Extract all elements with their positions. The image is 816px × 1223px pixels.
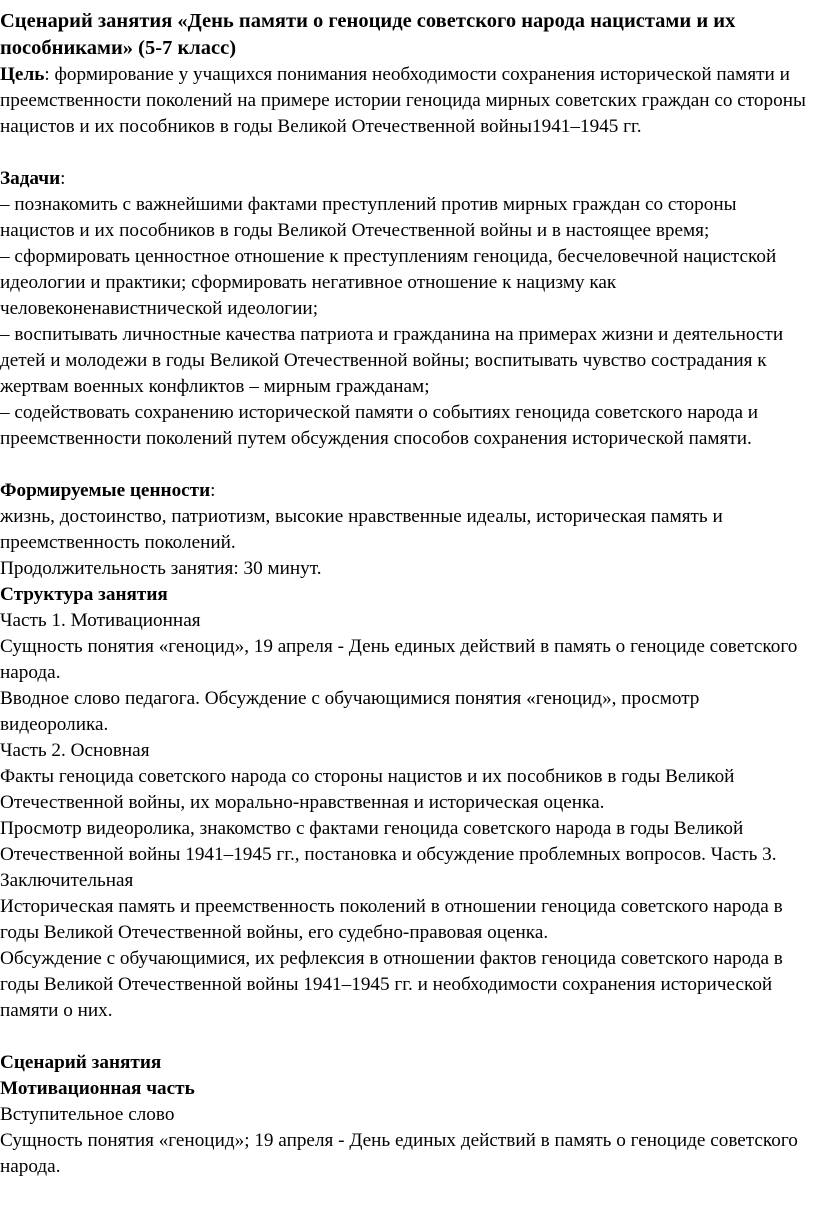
- spacer: [0, 140, 812, 166]
- structure-line: Просмотр видеоролика, знакомство с фактами геноцида советского народа в годы Великой Отечественной войны 1941–1945 гг., постановка и обсуждение проблемных вопросов. Часть 3. Заключительная: [0, 818, 777, 891]
- task-item: – сформировать ценностное отношение к преступлениям геноцида, бесчеловечной нацистской идеологии и практики; сформировать негативное отношение к нацизму как человеконенавистнической идеологии;: [0, 246, 777, 319]
- values-label: Формируемые ценности: [0, 480, 211, 501]
- structure-line: Обсуждение с обучающимися, их рефлексия в отношении фактов геноцида советского народа в годы Великой Отечественной войны 1941–1945 гг. и необходимости сохранения исторической памяти о них.: [0, 948, 783, 1021]
- structure-line: Сущность понятия «геноцид», 19 апреля - День единых действий в память о геноциде советского народа.: [0, 636, 798, 683]
- scenario-line: Сущность понятия «геноцид»; 19 апреля - День единых действий в память о геноциде советского народа.: [0, 1130, 798, 1177]
- structure-line: Историческая память и преемственность поколений в отношении геноцида советского народа в годы Великой Отечественной войны, его судебно-правовая оценка.: [0, 896, 783, 943]
- task-item: – воспитывать личностные качества патриота и гражданина на примерах жизни и деятельности детей и молодежи в годы Великой Отечественной войны; воспитывать чувство сострадания к жертвам военных конфликтов – мирным гражданам;: [0, 324, 784, 397]
- goal-paragraph: [0, 62, 812, 140]
- tasks-colon: :: [60, 168, 66, 189]
- structure-heading: Структура занятия: [0, 584, 168, 605]
- task-item: – познакомить с важнейшими фактами преступлений против мирных граждан со стороны нацистов и их пособников в годы Великой Отечественной войны и в настоящее время;: [0, 194, 737, 241]
- document-title: Сценарий занятия «День памяти о геноциде советского народа нацистами и их пособниками» (5-7 класс): [0, 10, 736, 59]
- values-heading: [0, 478, 812, 504]
- document-page: [0, 8, 812, 1180]
- task-item: – содействовать сохранению исторической памяти о событиях геноцида советского народа и преемственности поколений путем обсуждения способов сохранения исторической памяти.: [0, 402, 759, 449]
- duration-text: Продолжительность занятия: 30 минут.: [0, 558, 322, 579]
- spacer: [0, 1024, 812, 1050]
- structure-line: Часть 2. Основная: [0, 740, 150, 761]
- goal-text: : формирование у учащихся понимания необходимости сохранения исторической памяти и преемственности поколений на примере истории геноцида мирных советских граждан со стороны нацистов и их пособников в годы Великой Отечественной войны1941–1945 гг.: [0, 64, 806, 137]
- values-colon: :: [210, 480, 216, 501]
- scenario-heading: Сценарий занятия: [0, 1052, 162, 1073]
- scenario-subheading: Мотивационная часть: [0, 1078, 195, 1099]
- spacer: [0, 452, 812, 478]
- structure-line: Факты геноцида советского народа со стороны нацистов и их пособников в годы Великой Отечественной войны, их морально-нравственная и историческая оценка.: [0, 766, 735, 813]
- tasks-heading: [0, 166, 812, 192]
- values-text: жизнь, достоинство, патриотизм, высокие нравственные идеалы, историческая память и преемственность поколений.: [0, 506, 723, 553]
- scenario-line: Вступительное слово: [0, 1104, 175, 1125]
- structure-line: Вводное слово педагога. Обсуждение с обучающимися понятия «геноцид», просмотр видеоролика.: [0, 688, 700, 735]
- tasks-label: Задачи: [0, 168, 61, 189]
- goal-label: Цель: [0, 64, 45, 85]
- structure-line: Часть 1. Мотивационная: [0, 610, 201, 631]
